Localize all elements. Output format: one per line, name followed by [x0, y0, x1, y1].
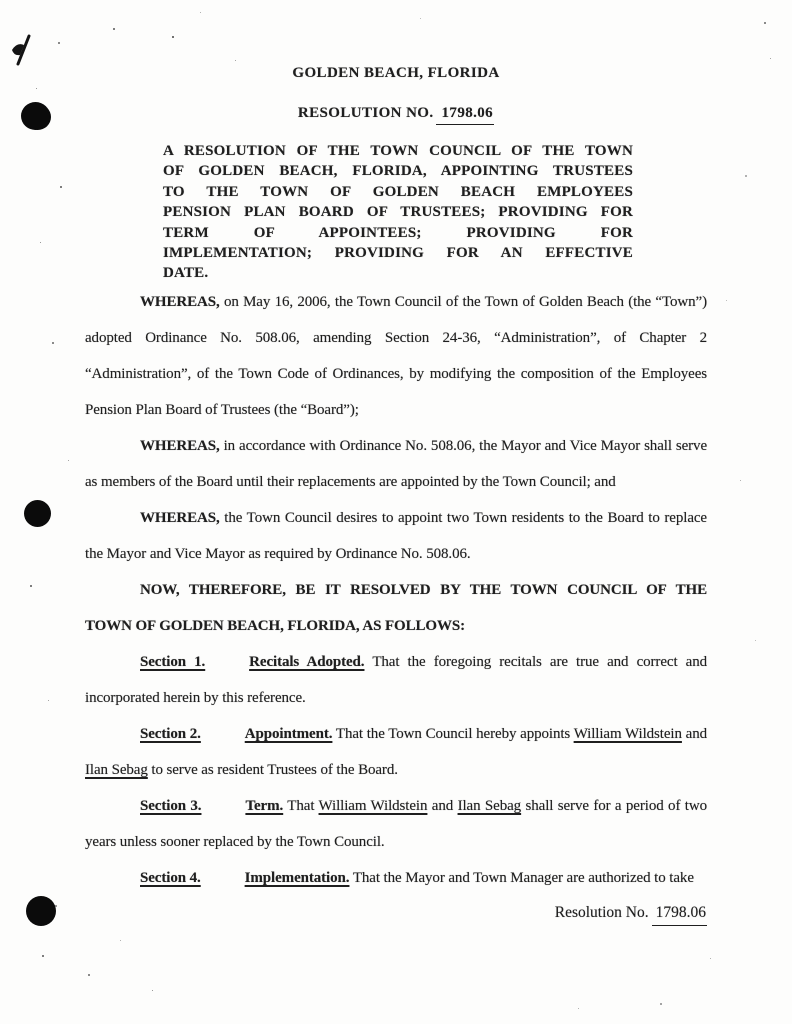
- section-3-paragraph: [85, 788, 707, 860]
- page-footer: [85, 902, 707, 926]
- section-3-text: and: [427, 797, 458, 814]
- speck: [40, 242, 41, 243]
- speck: [36, 88, 37, 89]
- title-line: PENSION PLAN BOARD OF TRUSTEES; PROVIDING FOR: [163, 204, 633, 221]
- resolved-line: NOW, THEREFORE, BE IT RESOLVED BY THE TOWN COUNCIL OF THE: [140, 581, 707, 598]
- title-line: A RESOLUTION OF THE TOWN COUNCIL OF THE TOWN: [163, 143, 633, 159]
- resolved-line: TOWN OF GOLDEN BEACH, FLORIDA, AS FOLLOWS:: [85, 617, 466, 634]
- resolution-number-heading: [85, 104, 707, 125]
- whereas-lead: WHEREAS,: [140, 293, 220, 310]
- whereas-text: in accordance with Ordinance No. 508.06, the Mayor and Vice Mayor shall serve as members of the Board until their replacements are appointed by the Town Council; and: [85, 437, 708, 490]
- speck: [48, 700, 49, 701]
- speck: [42, 955, 44, 957]
- trustee-name: Ilan Sebag: [85, 761, 148, 778]
- whereas-clause-2: [85, 428, 707, 500]
- speck: [52, 342, 54, 344]
- section-1-label: Section 1.: [140, 653, 206, 670]
- footer-resolution-number: 1798.06: [652, 902, 707, 926]
- resolution-title-block: [163, 141, 633, 284]
- trustee-name: William Wildstein: [318, 797, 428, 814]
- section-4-paragraph: [85, 860, 707, 896]
- resolution-number: 1798.06: [436, 104, 495, 125]
- section-1-paragraph: [85, 644, 707, 716]
- hole-punch-top: [21, 102, 50, 130]
- speck: [710, 958, 711, 959]
- section-2-text: That the Town Council hereby appoints: [335, 725, 574, 742]
- whereas-text: on May 16, 2006, the Town Council of the Town of Golden Beach (the “Town”) adopted Ordinance No. 508.06, amending Section 24-36, “Administration”, of Chapter 2 “Administration”, of the Town Code of Ordinances, by modifying the composition of the Employees Pension Plan Board of Trustees (the “Board”);: [85, 293, 707, 418]
- speck: [60, 186, 62, 188]
- whereas-clause-1: [85, 284, 707, 428]
- section-2-heading: Appointment.: [244, 725, 333, 742]
- section-4-text: That the Mayor and Town Manager are authorized to take: [352, 869, 694, 886]
- handwritten-mark: [7, 32, 37, 70]
- title-line: IMPLEMENTATION; PROVIDING FOR AN EFFECTIVE: [163, 245, 633, 262]
- title-line: DATE.: [163, 265, 209, 282]
- speck: [58, 42, 60, 44]
- section-3-label: Section 3.: [140, 797, 202, 814]
- section-2-label: Section 2.: [140, 725, 201, 742]
- whereas-lead: WHEREAS,: [140, 509, 220, 526]
- section-2-text: to serve as resident Trustees of the Board.: [147, 761, 398, 778]
- trustee-name: Ilan Sebag: [457, 797, 522, 814]
- hole-punch-middle: [24, 500, 51, 527]
- speck: [55, 905, 57, 907]
- trustee-name: William Wildstein: [573, 725, 682, 742]
- resolution-label: RESOLUTION NO.: [297, 105, 434, 121]
- resolved-clause: [85, 572, 707, 644]
- section-3-text: shall serve for a period of two years unless sooner replaced by the Town Council.: [85, 797, 707, 850]
- section-3-text: That: [287, 797, 319, 814]
- document-location-heading: GOLDEN BEACH, FLORIDA: [292, 65, 500, 81]
- speck: [30, 585, 32, 587]
- section-4-heading: Implementation.: [244, 869, 350, 886]
- hole-punch-bottom: [26, 896, 56, 926]
- whereas-lead: WHEREAS,: [140, 437, 220, 454]
- section-3-heading: Term.: [245, 797, 284, 814]
- speck: [745, 175, 747, 177]
- speck: [755, 640, 756, 641]
- section-2-text: and: [681, 725, 708, 742]
- speck: [740, 480, 741, 481]
- speck: [68, 460, 69, 461]
- whereas-clause-3: [85, 500, 707, 572]
- document-body: [85, 284, 707, 896]
- whereas-text: the Town Council desires to appoint two Town residents to the Board to replace the Mayor and Vice Mayor as required by Ordinance No. 508.06.: [85, 509, 707, 562]
- title-line: OF GOLDEN BEACH, FLORIDA, APPOINTING TRUSTEES: [163, 163, 633, 180]
- section-1-heading: Recitals Adopted.: [249, 653, 365, 670]
- section-4-label: Section 4.: [140, 869, 201, 886]
- speck: [770, 58, 771, 59]
- speck: [764, 22, 766, 24]
- title-line: TO THE TOWN OF GOLDEN BEACH EMPLOYEES: [163, 183, 633, 200]
- title-line: TERM OF APPOINTEES; PROVIDING FOR: [163, 224, 633, 241]
- footer-resolution-label: Resolution No.: [554, 903, 649, 921]
- section-2-paragraph: [85, 716, 707, 788]
- speck: [726, 300, 727, 301]
- section-1-text: That the foregoing recitals are true and correct and incorporated herein by this reference.: [85, 653, 707, 706]
- document-content: [85, 0, 707, 1024]
